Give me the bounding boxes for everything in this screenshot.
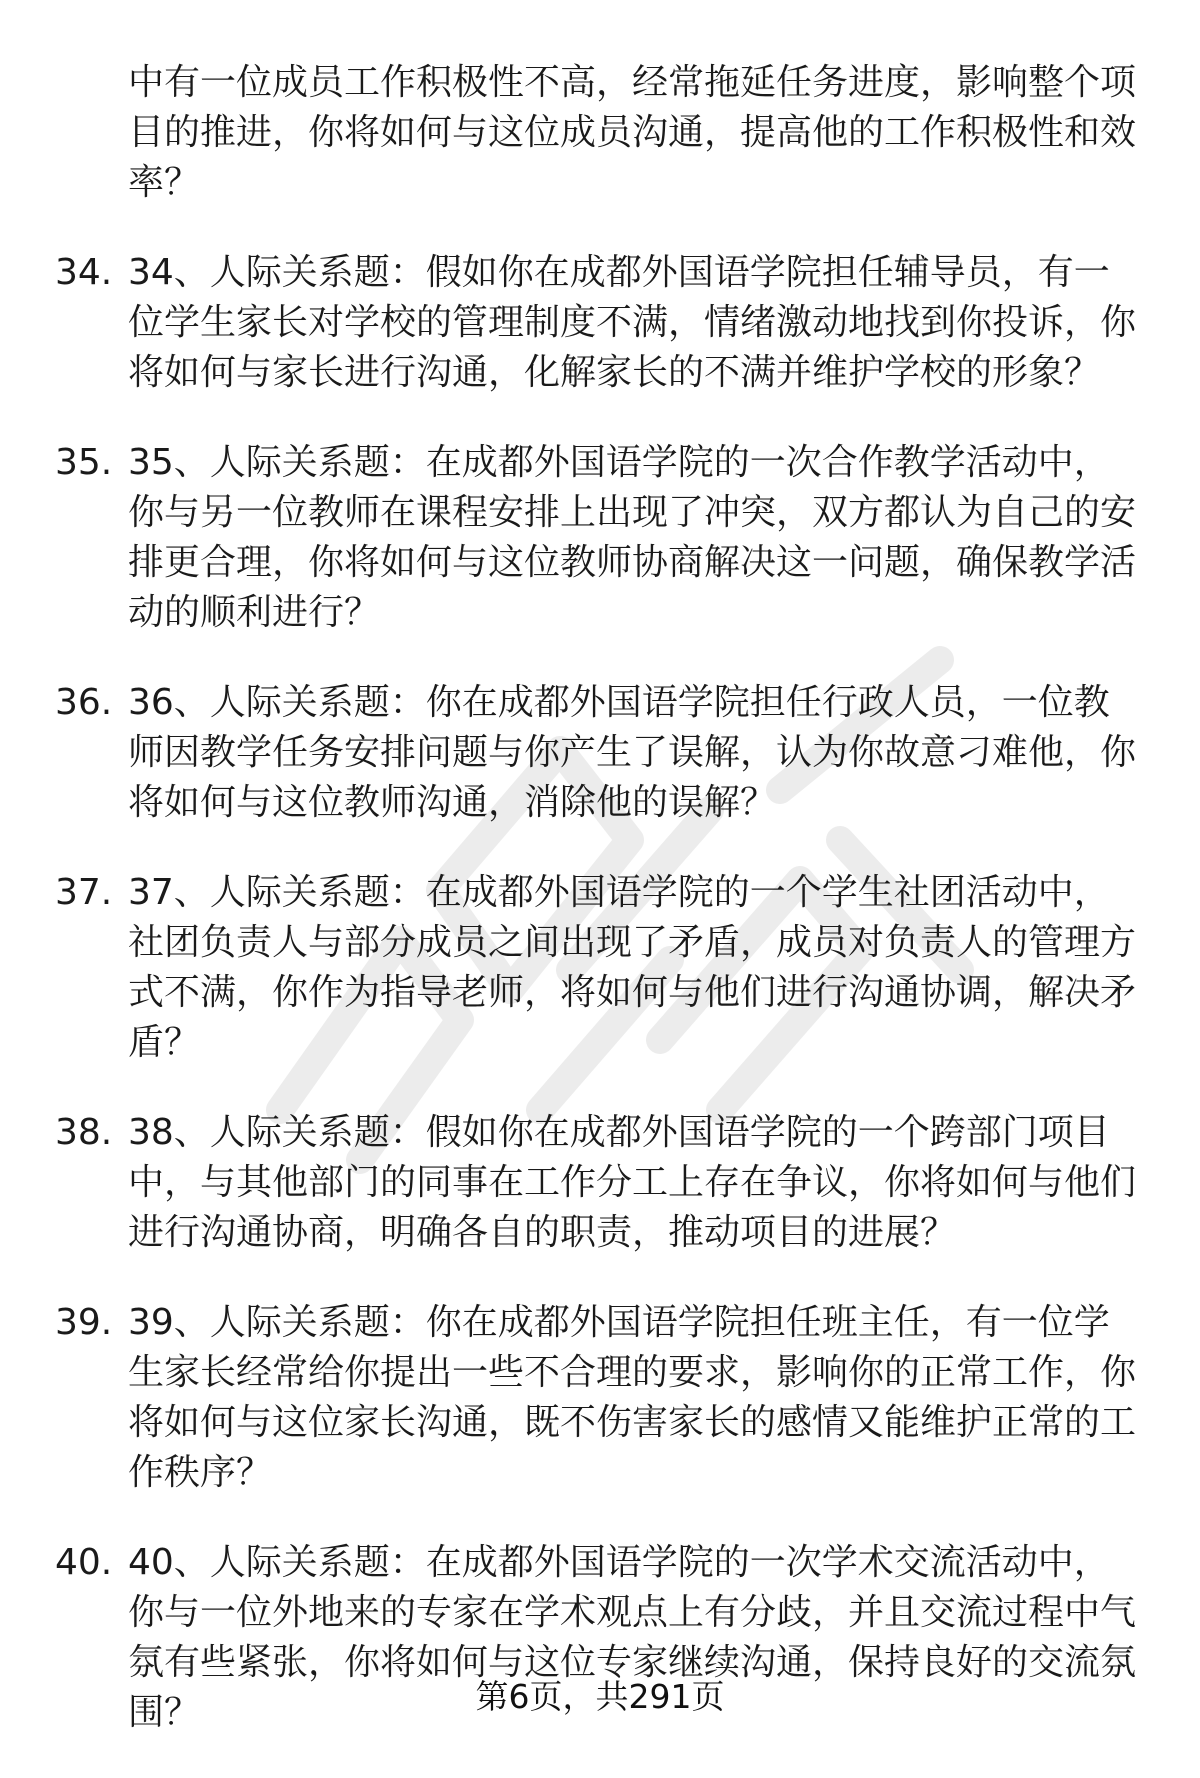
list-item <box>0 1298 1200 1498</box>
list-item-number: 38. <box>55 1112 113 1153</box>
list-item-text: 36、人际关系题：你在成都外国语学院担任行政人员，一位教师因教学任务安排问题与你产生了误解，认为你故意刁难他，你将如何与这位教师沟通，消除他的误解？ <box>128 682 1137 823</box>
list-item-number: 36. <box>55 682 113 723</box>
list-item-number: 40. <box>55 1542 113 1583</box>
list-item-text: 34、人际关系题：假如你在成都外国语学院担任辅导员，有一位学生家长对学校的管理制度不满，情绪激动地找到你投诉，你将如何与家长进行沟通，化解家长的不满并维护学校的形象？ <box>128 252 1137 393</box>
document-body <box>0 58 1200 1778</box>
list-item-number: 37. <box>55 872 113 913</box>
list-item <box>0 678 1200 828</box>
page-footer: 第6页，共291页 <box>475 1677 725 1716</box>
list-item-text: 40、人际关系题：在成都外国语学院的一次学术交流活动中，你与一位外地来的专家在学术观点上有分歧，并且交流过程中气氛有些紧张，你将如何与这位专家继续沟通，保持良好的交流氛围？ <box>128 1542 1137 1733</box>
list-item-text: 37、人际关系题：在成都外国语学院的一个学生社团活动中，社团负责人与部分成员之间出现了矛盾，成员对负责人的管理方式不满，你作为指导老师，将如何与他们进行沟通协调，解决矛盾？ <box>128 872 1137 1063</box>
list-item-text: 39、人际关系题：你在成都外国语学院担任班主任，有一位学生家长经常给你提出一些不合理的要求，影响你的正常工作，你将如何与这位家长沟通，既不伤害家长的感情又能维护正常的工作秩序？ <box>128 1302 1137 1493</box>
list-item <box>0 248 1200 398</box>
list-item <box>0 868 1200 1068</box>
list-item <box>0 438 1200 638</box>
list-item-number: 34. <box>55 252 113 293</box>
list-item-text: 38、人际关系题：假如你在成都外国语学院的一个跨部门项目中，与其他部门的同事在工作分工上存在争议，你将如何与他们进行沟通协商，明确各自的职责，推动项目的进展？ <box>128 1112 1137 1253</box>
list-item <box>0 1108 1200 1258</box>
continued-paragraph: 中有一位成员工作积极性不高，经常拖延任务进度，影响整个项目的推进，你将如何与这位成员沟通，提高他的工作积极性和效率？ <box>128 62 1137 203</box>
list-item-number: 39. <box>55 1302 113 1343</box>
list-item-text: 35、人际关系题：在成都外国语学院的一次合作教学活动中，你与另一位教师在课程安排上出现了冲突，双方都认为自己的安排更合理，你将如何与这位教师协商解决这一问题，确保教学活动的顺利进行？ <box>128 442 1137 633</box>
list-item-number: 35. <box>55 442 113 483</box>
